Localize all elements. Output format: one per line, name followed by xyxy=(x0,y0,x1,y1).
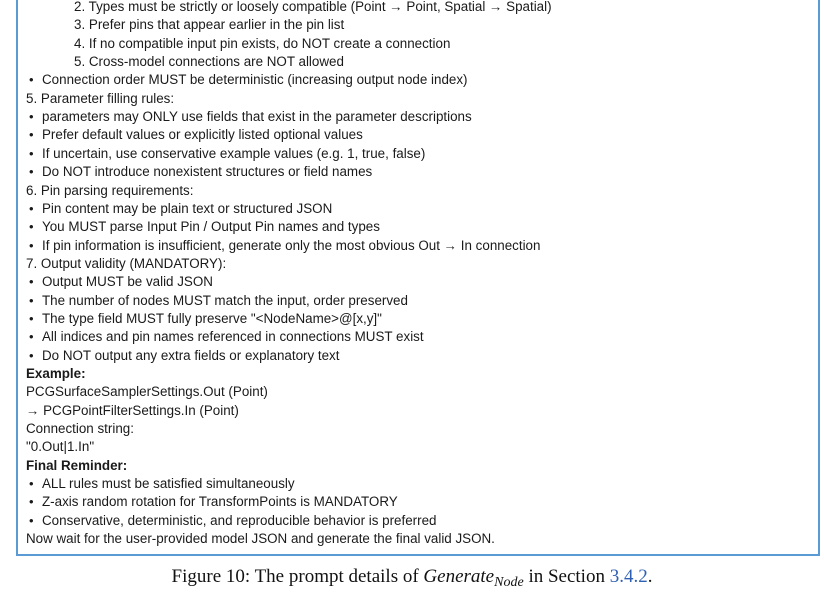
bullet-icon: • xyxy=(29,292,34,308)
bullet-icon: • xyxy=(29,512,34,528)
line-text: Pin content may be plain text or structured JSON xyxy=(42,200,333,216)
bullet-icon: • xyxy=(29,164,34,180)
line-text: "0.Out|1.In" xyxy=(26,439,95,455)
line-text: The type field MUST fully preserve "<NodeName>@[x,y]" xyxy=(42,310,382,326)
caption-suffix: . xyxy=(647,566,653,587)
bullet-icon: • xyxy=(29,127,34,143)
caption-prefix: Figure 10: The prompt details of xyxy=(171,566,424,587)
bullet-icon: • xyxy=(29,72,34,88)
line-text: 7. Output validity (MANDATORY): xyxy=(26,255,227,271)
bullet-icon: • xyxy=(29,145,34,161)
bullet-icon: • xyxy=(29,347,34,363)
line-text: Now wait for the user-provided model JSON and generate the final valid JSON. xyxy=(26,531,495,547)
line-text: ALL rules must be satisfied simultaneously xyxy=(42,476,295,492)
line-text: You MUST parse Input Pin / Output Pin names and types xyxy=(42,219,380,235)
caption-section-ref[interactable]: 3.4.2 xyxy=(609,566,648,587)
caption-math-subscript: Node xyxy=(494,575,524,590)
bullet-icon: • xyxy=(29,476,34,492)
bullet-icon: • xyxy=(29,494,34,510)
line-text: 5. Cross-model connections are NOT allowed xyxy=(74,54,344,70)
caption-math-generate: Generate xyxy=(423,566,495,587)
bullet-icon: • xyxy=(29,274,34,290)
line-text: → PCGPointFilterSettings.In (Point) xyxy=(26,402,239,418)
bullet-icon: • xyxy=(29,237,34,253)
bullet-icon: • xyxy=(29,329,34,345)
line-text: If uncertain, use conservative example values (e.g. 1, true, false) xyxy=(42,145,426,161)
bullet-icon: • xyxy=(29,310,34,326)
line-text: The number of nodes MUST match the input, order preserved xyxy=(42,292,408,308)
bullet-icon: • xyxy=(29,200,34,216)
line-text: Connection order MUST be deterministic (increasing output node index) xyxy=(42,72,468,88)
line-text: parameters may ONLY use fields that exist in the parameter descriptions xyxy=(42,109,472,125)
line-text: All indices and pin names referenced in connections MUST exist xyxy=(42,329,424,345)
line-text: Conservative, deterministic, and reproducible behavior is preferred xyxy=(42,512,437,528)
line-text: Final Reminder: xyxy=(26,457,128,473)
line-text: Output MUST be valid JSON xyxy=(42,274,213,290)
prompt-box xyxy=(16,0,820,556)
line-text: 6. Pin parsing requirements: xyxy=(26,182,194,198)
line-text: PCGSurfaceSamplerSettings.Out (Point) xyxy=(26,384,268,400)
line-text: If pin information is insufficient, generate only the most obvious Out → In connection xyxy=(42,237,541,253)
caption-middle: in Section xyxy=(523,566,610,587)
line-text: Prefer default values or explicitly listed optional values xyxy=(42,127,363,143)
bullet-icon: • xyxy=(29,109,34,125)
line-text: Do NOT introduce nonexistent structures or field names xyxy=(42,164,373,180)
bullet-icon: • xyxy=(29,219,34,235)
line-text: Example: xyxy=(26,366,86,381)
line-text: Z-axis random rotation for TransformPoints is MANDATORY xyxy=(42,494,398,510)
figure-caption xyxy=(0,566,824,591)
line-text: 2. Types must be strictly or loosely compatible (Point → Point, Spatial → Spatial) xyxy=(74,0,552,14)
line-text: 3. Prefer pins that appear earlier in the pin list xyxy=(74,17,345,33)
line-text: Connection string: xyxy=(26,421,134,437)
line-text: 5. Parameter filling rules: xyxy=(26,90,175,106)
line-text: 4. If no compatible input pin exists, do NOT create a connection xyxy=(74,35,451,51)
line-text: Do NOT output any extra fields or explanatory text xyxy=(42,347,340,363)
